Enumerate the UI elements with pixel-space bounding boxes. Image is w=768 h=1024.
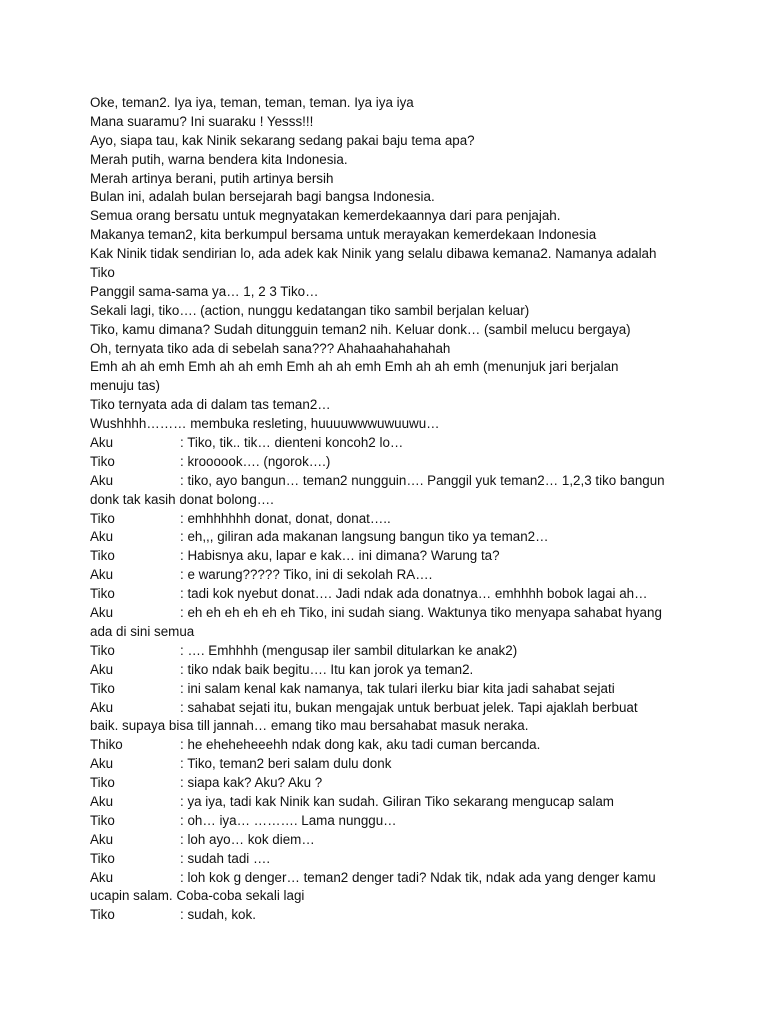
dialogue-line bbox=[90, 453, 680, 472]
utterance: : eh eh eh eh eh eh Tiko, ini sudah siang. Waktunya tiko menyapa sahabat hyang bbox=[180, 605, 662, 621]
speaker-name: Aku bbox=[90, 831, 114, 847]
narration-line: Wushhhh……… membuka resleting, huuuuwwwuwuuwu… bbox=[90, 416, 440, 432]
utterance: : tiko ndak baik begitu…. Itu kan jorok ya teman2. bbox=[180, 661, 474, 677]
dialogue-line bbox=[90, 736, 680, 755]
speaker-name: Aku bbox=[90, 605, 114, 621]
speaker-name: Aku bbox=[90, 661, 114, 677]
speaker-name: Aku bbox=[90, 793, 114, 809]
dialogue-line bbox=[90, 906, 680, 925]
speaker-name: Tiko bbox=[90, 642, 115, 658]
narration-line: Tiko bbox=[90, 265, 115, 281]
speaker-name: Aku bbox=[90, 567, 114, 583]
speaker-name: Aku bbox=[90, 472, 114, 488]
dialogue-line bbox=[90, 699, 680, 737]
narration-line: Kak Ninik tidak sendirian lo, ada adek kak Ninik yang selalu dibawa kemana2. Namanya adalah bbox=[90, 246, 657, 262]
dialogue-line bbox=[90, 566, 680, 585]
speaker-name: Tiko bbox=[90, 680, 115, 696]
dialogue-line bbox=[90, 547, 680, 566]
speaker-name: Aku bbox=[90, 869, 114, 885]
speaker-name: Tiko bbox=[90, 548, 115, 564]
utterance: : loh kok g denger… teman2 denger tadi? Ndak tik, ndak ada yang denger kamu bbox=[180, 869, 656, 885]
utterance: : tadi kok nyebut donat…. Jadi ndak ada donatnya… emhhhh bobok lagai ah… bbox=[180, 586, 648, 602]
narration-block bbox=[90, 94, 680, 434]
speaker-name: Tiko bbox=[90, 453, 115, 469]
narration-line: Panggil sama-sama ya… 1, 2 3 Tiko… bbox=[90, 283, 319, 299]
utterance: : oh… iya… ………. Lama nunggu… bbox=[180, 812, 397, 828]
utterance: : emhhhhhh donat, donat, donat….. bbox=[180, 510, 391, 526]
speaker-name: Aku bbox=[90, 699, 114, 715]
narration-line: Sekali lagi, tiko…. (action, nunggu kedatangan tiko sambil berjalan keluar) bbox=[90, 302, 530, 318]
dialogue-line bbox=[90, 850, 680, 869]
utterance-continuation: ucapin salam. Coba-coba sekali lagi bbox=[90, 888, 305, 904]
narration-line: Bulan ini, adalah bulan bersejarah bagi bangsa Indonesia. bbox=[90, 189, 435, 205]
dialogue-line bbox=[90, 434, 680, 453]
speaker-name: Aku bbox=[90, 435, 114, 451]
dialogue-line bbox=[90, 604, 680, 642]
narration-line: Makanya teman2, kita berkumpul bersama untuk merayakan kemerdekaan Indonesia bbox=[90, 227, 597, 243]
narration-line: Oh, ternyata tiko ada di sebelah sana??? Ahahaahahahahah bbox=[90, 340, 451, 356]
speaker-name: Thiko bbox=[90, 737, 123, 753]
utterance-continuation: ada di sini semua bbox=[90, 623, 195, 639]
utterance: : siapa kak? Aku? Aku ? bbox=[180, 775, 323, 791]
narration-line: Ayo, siapa tau, kak Ninik sekarang sedang pakai baju tema apa? bbox=[90, 132, 475, 148]
utterance-continuation: donk tak kasih donat bolong…. bbox=[90, 491, 274, 507]
utterance: : sudah, kok. bbox=[180, 907, 256, 923]
utterance: : loh ayo… kok diem… bbox=[180, 831, 315, 847]
utterance: : Habisnya aku, lapar e kak… ini dimana? Warung ta? bbox=[180, 548, 500, 564]
utterance: : sahabat sejati itu, bukan mengajak untuk berbuat jelek. Tapi ajaklah berbuat bbox=[180, 699, 638, 715]
utterance: : ya iya, tadi kak Ninik kan sudah. Giliran Tiko sekarang mengucap salam bbox=[180, 793, 614, 809]
utterance: : he eheheheeehh ndak dong kak, aku tadi cuman bercanda. bbox=[180, 737, 541, 753]
narration-line: Merah putih, warna bendera kita Indonesia. bbox=[90, 151, 348, 167]
speaker-name: Tiko bbox=[90, 907, 115, 923]
dialogue-line bbox=[90, 528, 680, 547]
utterance: : e warung????? Tiko, ini di sekolah RA…. bbox=[180, 567, 433, 583]
dialogue-line bbox=[90, 831, 680, 850]
speaker-name: Tiko bbox=[90, 586, 115, 602]
dialogue-line bbox=[90, 642, 680, 661]
dialogue-line bbox=[90, 585, 680, 604]
narration-line: Oke, teman2. Iya iya, teman, teman, teman. Iya iya iya bbox=[90, 95, 414, 110]
utterance: : eh,,, giliran ada makanan langsung bangun tiko ya teman2… bbox=[180, 529, 549, 545]
narration-line: Emh ah ah emh Emh ah ah emh Emh ah ah emh Emh ah ah emh (menunjuk jari berjalan bbox=[90, 359, 619, 375]
utterance: : Tiko, tik.. tik… dienteni koncoh2 lo… bbox=[180, 435, 404, 451]
utterance: : kroooook…. (ngorok….) bbox=[180, 453, 331, 469]
utterance: : sudah tadi …. bbox=[180, 850, 271, 866]
dialogue-line bbox=[90, 755, 680, 774]
narration-line: Mana suaramu? Ini suaraku ! Yesss!!! bbox=[90, 113, 314, 129]
dialogue-block bbox=[90, 434, 680, 925]
dialogue-line bbox=[90, 510, 680, 529]
speaker-name: Aku bbox=[90, 756, 114, 772]
dialogue-line bbox=[90, 774, 680, 793]
speaker-name: Tiko bbox=[90, 510, 115, 526]
dialogue-line bbox=[90, 869, 680, 907]
document-page bbox=[90, 94, 680, 925]
utterance: : …. Emhhhh (mengusap iler sambil ditularkan ke anak2) bbox=[180, 642, 518, 658]
narration-line: menuju tas) bbox=[90, 378, 160, 394]
speaker-name: Tiko bbox=[90, 775, 115, 791]
narration-line: Tiko ternyata ada di dalam tas teman2… bbox=[90, 397, 331, 413]
utterance: : tiko, ayo bangun… teman2 nungguin…. Panggil yuk teman2… 1,2,3 tiko bangun bbox=[180, 472, 665, 488]
narration-line: Tiko, kamu dimana? Sudah ditungguin teman2 nih. Keluar donk… (sambil melucu bergaya) bbox=[90, 321, 631, 337]
dialogue-line bbox=[90, 680, 680, 699]
narration-line: Merah artinya berani, putih artinya bersih bbox=[90, 170, 334, 186]
dialogue-line bbox=[90, 472, 680, 510]
utterance-continuation: baik. supaya bisa till jannah… emang tiko mau bersahabat masuk neraka. bbox=[90, 718, 529, 734]
narration-line: Semua orang bersatu untuk megnyatakan kemerdekaannya dari para penjajah. bbox=[90, 208, 561, 224]
speaker-name: Tiko bbox=[90, 812, 115, 828]
speaker-name: Tiko bbox=[90, 850, 115, 866]
dialogue-line bbox=[90, 661, 680, 680]
dialogue-line bbox=[90, 793, 680, 812]
dialogue-line bbox=[90, 812, 680, 831]
utterance: : ini salam kenal kak namanya, tak tulari ilerku biar kita jadi sahabat sejati bbox=[180, 680, 615, 696]
utterance: : Tiko, teman2 beri salam dulu donk bbox=[180, 756, 392, 772]
speaker-name: Aku bbox=[90, 529, 114, 545]
